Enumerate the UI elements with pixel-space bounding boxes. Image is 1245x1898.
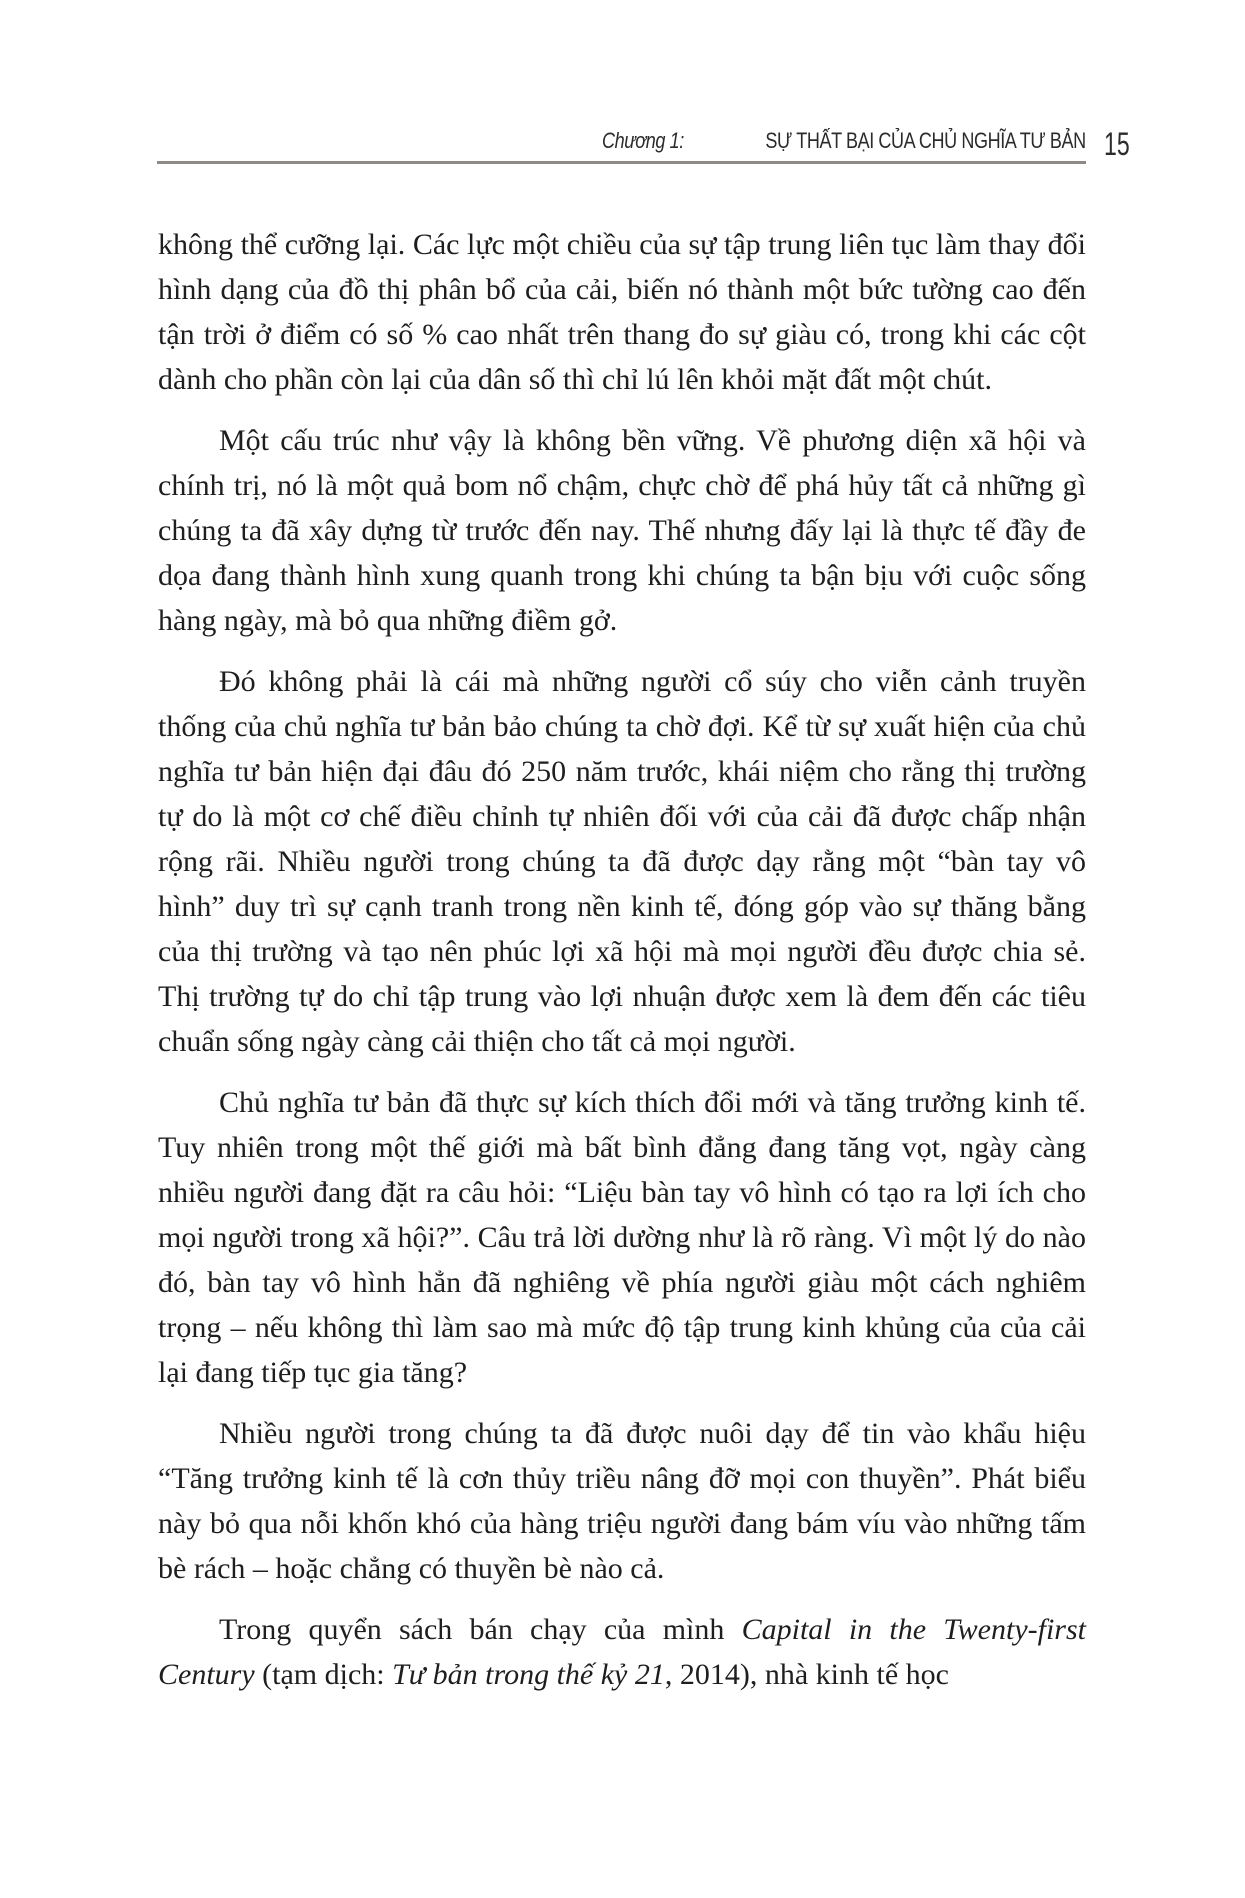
- paragraph-text: Trong quyển sách bán chạy của mình: [219, 1613, 742, 1646]
- chapter-title: SỰ THẤT BẠI CỦA CHỦ NGHĨA TƯ BẢN: [765, 128, 1086, 153]
- paragraph: không thể cưỡng lại. Các lực một chiều của sự tập trung liên tục làm thay đổi hình dạng của đồ thị phân bổ của cải, biến nó thành một bức tường cao đến tận trời ở điểm có số % cao nhất trên thang đo sự giàu có, trong khi các cột dành cho phần còn lại của dân số thì chỉ lú lên khỏi mặt đất một chút.: [158, 228, 1086, 396]
- body-text: [158, 222, 1086, 1713]
- paragraph: Một cấu trúc như vậy là không bền vững. Về phương diện xã hội và chính trị, nó là một quả bom nổ chậm, chực chờ để phá hủy tất cả những gì chúng ta đã xây dựng từ trước đến nay. Thế nhưng đấy lại là thực tế đầy đe dọa đang thành hình xung quanh trong khi chúng ta bận bịu với cuộc sống hàng ngày, mà bỏ qua những điềm gở.: [158, 424, 1086, 637]
- running-head: [157, 124, 1086, 164]
- paragraph: [158, 1607, 1086, 1697]
- paragraph-text: (tạm dịch:: [254, 1658, 393, 1691]
- paragraph: Nhiều người trong chúng ta đã được nuôi dạy để tin vào khẩu hiệu “Tăng trưởng kinh tế là cơn thủy triều nâng đỡ mọi con thuyền”. Phát biểu này bỏ qua nỗi khốn khó của hàng triệu người đang bám víu vào những tấm bè rách – hoặc chẳng có thuyền bè nào cả.: [158, 1417, 1086, 1585]
- book-title-vietnamese: Tư bản trong thế kỷ 21: [392, 1658, 665, 1691]
- paragraph: Đó không phải là cái mà những người cổ súy cho viễn cảnh truyền thống của chủ nghĩa tư bản bảo chúng ta chờ đợi. Kể từ sự xuất hiện của chủ nghĩa tư bản hiện đại đâu đó 250 năm trước, khái niệm cho rằng thị trường tự do là một cơ chế điều chỉnh tự nhiên đối với của cải đã được chấp nhận rộng rãi. Nhiều người trong chúng ta đã được dạy rằng một “bàn tay vô hình” duy trì sự cạnh tranh trong nền kinh tế, đóng góp vào sự thăng bằng của thị trường và tạo nên phúc lợi xã hội mà mọi người đều được chia sẻ. Thị trường tự do chỉ tập trung vào lợi nhuận được xem là đem đến các tiêu chuẩn sống ngày càng cải thiện cho tất cả mọi người.: [158, 665, 1086, 1058]
- page-number: 15: [1104, 126, 1130, 162]
- paragraph-text: , 2014), nhà kinh tế học: [664, 1658, 949, 1691]
- chapter-label: Chương 1:: [602, 128, 684, 153]
- book-title-english: Capital in the Twenty-first Century: [158, 1613, 1086, 1691]
- paragraph: Chủ nghĩa tư bản đã thực sự kích thích đổi mới và tăng trưởng kinh tế. Tuy nhiên trong một thế giới mà bất bình đẳng đang tăng vọt, ngày càng nhiều người đang đặt ra câu hỏi: “Liệu bàn tay vô hình có tạo ra lợi ích cho mọi người trong xã hội?”. Câu trả lời dường như là rõ ràng. Vì một lý do nào đó, bàn tay vô hình hẳn đã nghiêng về phía người giàu một cách nghiêm trọng – nếu không thì làm sao mà mức độ tập trung kinh khủng của của cải lại đang tiếp tục gia tăng?: [158, 1086, 1086, 1389]
